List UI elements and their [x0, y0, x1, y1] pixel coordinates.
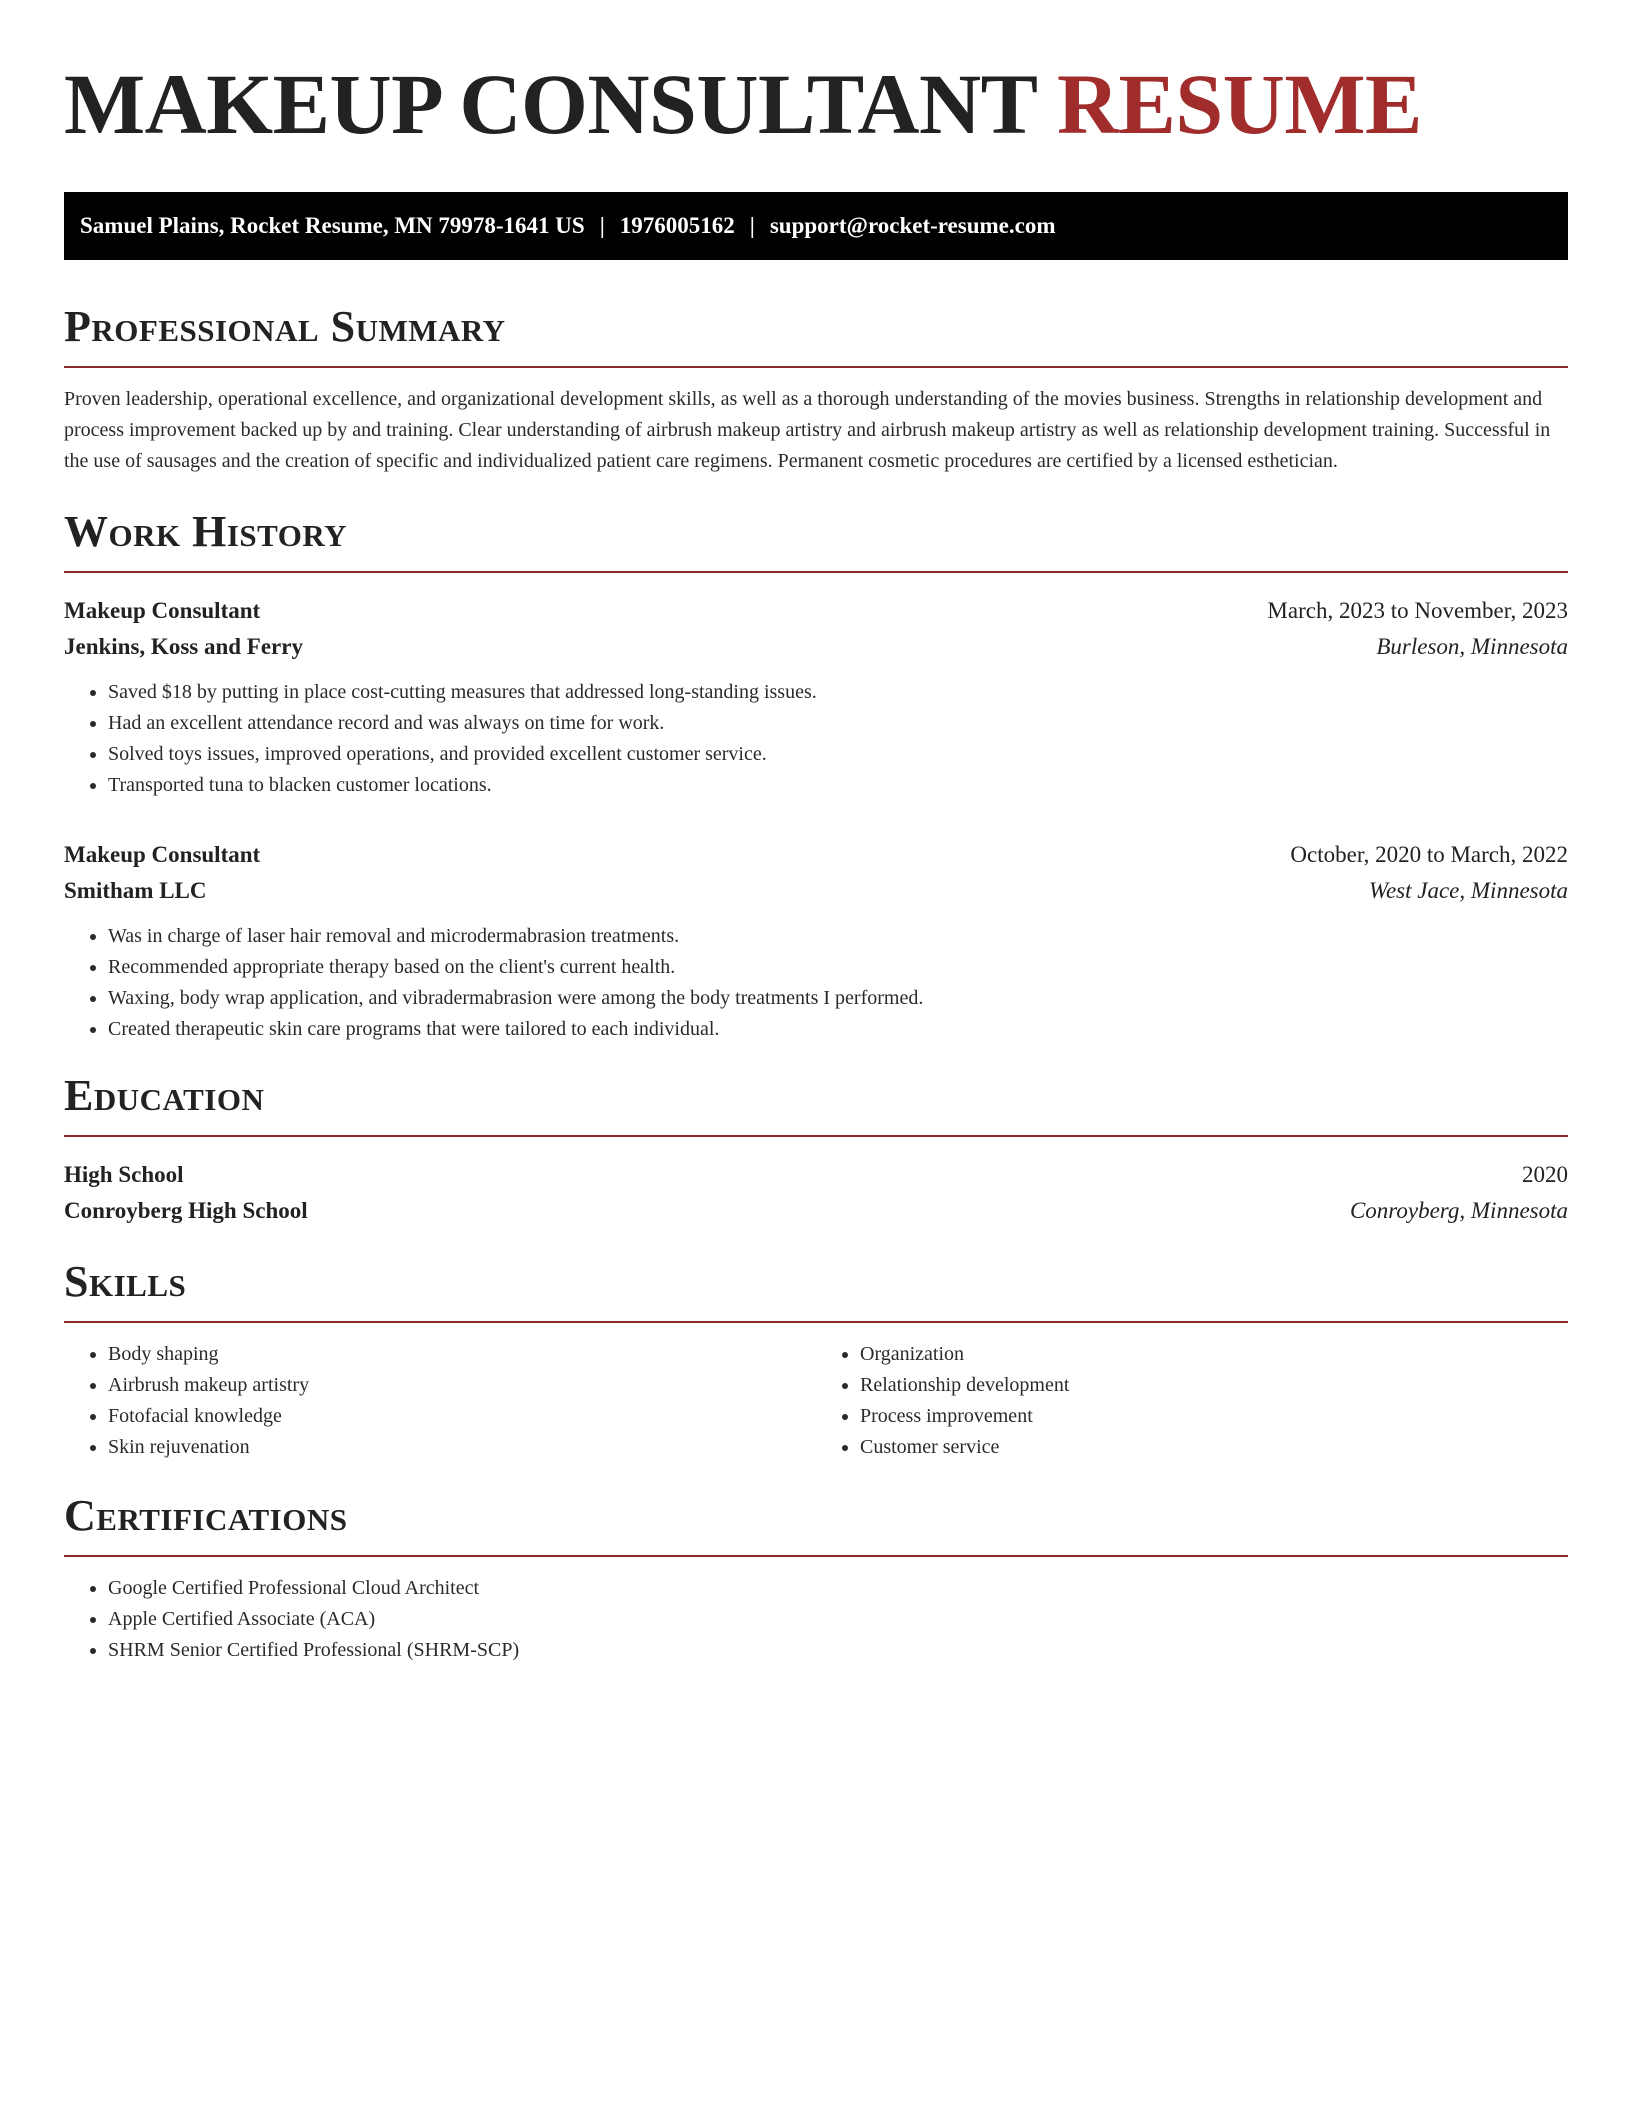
list-item: • Was in charge of laser hair removal and microdermabrasion treatments. [108, 921, 1568, 952]
contact-bar [64, 192, 1568, 260]
job-entry [64, 837, 1568, 1045]
certification-item: • SHRM Senior Certified Professional (SHRM-SCP) [108, 1635, 1568, 1666]
certification-item: • Apple Certified Associate (ACA) [108, 1604, 1568, 1635]
job-title: Makeup Consultant [64, 842, 261, 867]
skills-grid [64, 1339, 1568, 1463]
contact-separator: | [599, 213, 605, 238]
section-heading: Skills [64, 1257, 187, 1306]
work-history-section [64, 507, 1568, 1045]
skill-item: • Skin rejuvenation [108, 1432, 816, 1463]
skills-section [64, 1257, 1568, 1463]
contact-email: support@rocket-resume.com [769, 213, 1056, 238]
summary-text: Proven leadership, operational excellence, and organizational development skills, as well as a thorough understanding of the movies business. Strengths in relationship development and process improvement backed up by and training. Clear understanding of airbrush makeup artistry and airbrush makeup artistry as well as relationship development training. Successful in the use of sausages and the creation of specific and individualized patient care regimens. Permanent cosmetic procedures are certified by a licensed esthetician. [64, 388, 1551, 472]
job-header-row [64, 837, 1568, 873]
job-dates: October, 2020 to March, 2022 [1290, 842, 1568, 867]
job-location: West Jace, Minnesota [1368, 878, 1568, 903]
job-company: Smitham LLC [64, 878, 207, 903]
skill-item: • Fotofacial knowledge [108, 1401, 816, 1432]
job-entry [64, 593, 1568, 801]
section-heading: Professional Summary [64, 302, 506, 351]
job-header-row [64, 593, 1568, 629]
skills-column-left [64, 1339, 816, 1463]
education-school: Conroyberg High School [64, 1198, 308, 1223]
job-company-row [64, 629, 1568, 665]
skill-item: • Relationship development [860, 1370, 1568, 1401]
skill-item: • Customer service [860, 1432, 1568, 1463]
skills-column-right [816, 1339, 1568, 1463]
section-divider [64, 1135, 1568, 1137]
education-section [64, 1071, 1568, 1229]
section-divider [64, 1321, 1568, 1323]
job-location: Burleson, Minnesota [1376, 634, 1568, 659]
list-item: • Had an excellent attendance record and was always on time for work. [108, 708, 1568, 739]
certifications-list [64, 1573, 1568, 1666]
section-divider [64, 366, 1568, 368]
job-bullets [64, 921, 1568, 1045]
education-school-row [64, 1193, 1568, 1229]
resume-title [64, 56, 1568, 152]
list-item: • Recommended appropriate therapy based on the client's current health. [108, 952, 1568, 983]
section-heading: Education [64, 1071, 265, 1120]
section-divider [64, 571, 1568, 573]
skill-item: • Organization [860, 1339, 1568, 1370]
certification-item: • Google Certified Professional Cloud Architect [108, 1573, 1568, 1604]
contact-phone: 1976005162 [619, 213, 735, 238]
skill-item: • Process improvement [860, 1401, 1568, 1432]
list-item: • Saved $18 by putting in place cost-cutting measures that addressed long-standing issues. [108, 677, 1568, 708]
professional-summary-section [64, 302, 1568, 477]
section-divider [64, 1555, 1568, 1557]
job-bullets [64, 677, 1568, 801]
skill-item: • Body shaping [108, 1339, 816, 1370]
contact-separator: | [749, 213, 755, 238]
education-entry [64, 1157, 1568, 1229]
list-item: • Solved toys issues, improved operations, and provided excellent customer service. [108, 739, 1568, 770]
job-company: Jenkins, Koss and Ferry [64, 634, 303, 659]
contact-address: Samuel Plains, Rocket Resume, MN 79978-1641 US [80, 213, 585, 238]
certifications-section [64, 1491, 1568, 1666]
list-item: • Created therapeutic skin care programs that were tailored to each individual. [108, 1014, 1568, 1045]
list-item: • Waxing, body wrap application, and vibradermabrasion were among the body treatments I performed. [108, 983, 1568, 1014]
education-degree: High School [64, 1162, 184, 1187]
education-header-row [64, 1157, 1568, 1193]
job-title: Makeup Consultant [64, 598, 261, 623]
section-heading: Certifications [64, 1491, 348, 1540]
job-company-row [64, 873, 1568, 909]
education-year: 2020 [1522, 1162, 1568, 1187]
title-main: MAKEUP CONSULTANT [64, 56, 1036, 152]
title-accent: RESUME [1056, 56, 1422, 152]
education-location: Conroyberg, Minnesota [1349, 1198, 1568, 1223]
list-item: • Transported tuna to blacken customer locations. [108, 770, 1568, 801]
skill-item: • Airbrush makeup artistry [108, 1370, 816, 1401]
section-heading: Work History [64, 507, 348, 556]
job-dates: March, 2023 to November, 2023 [1267, 598, 1568, 623]
